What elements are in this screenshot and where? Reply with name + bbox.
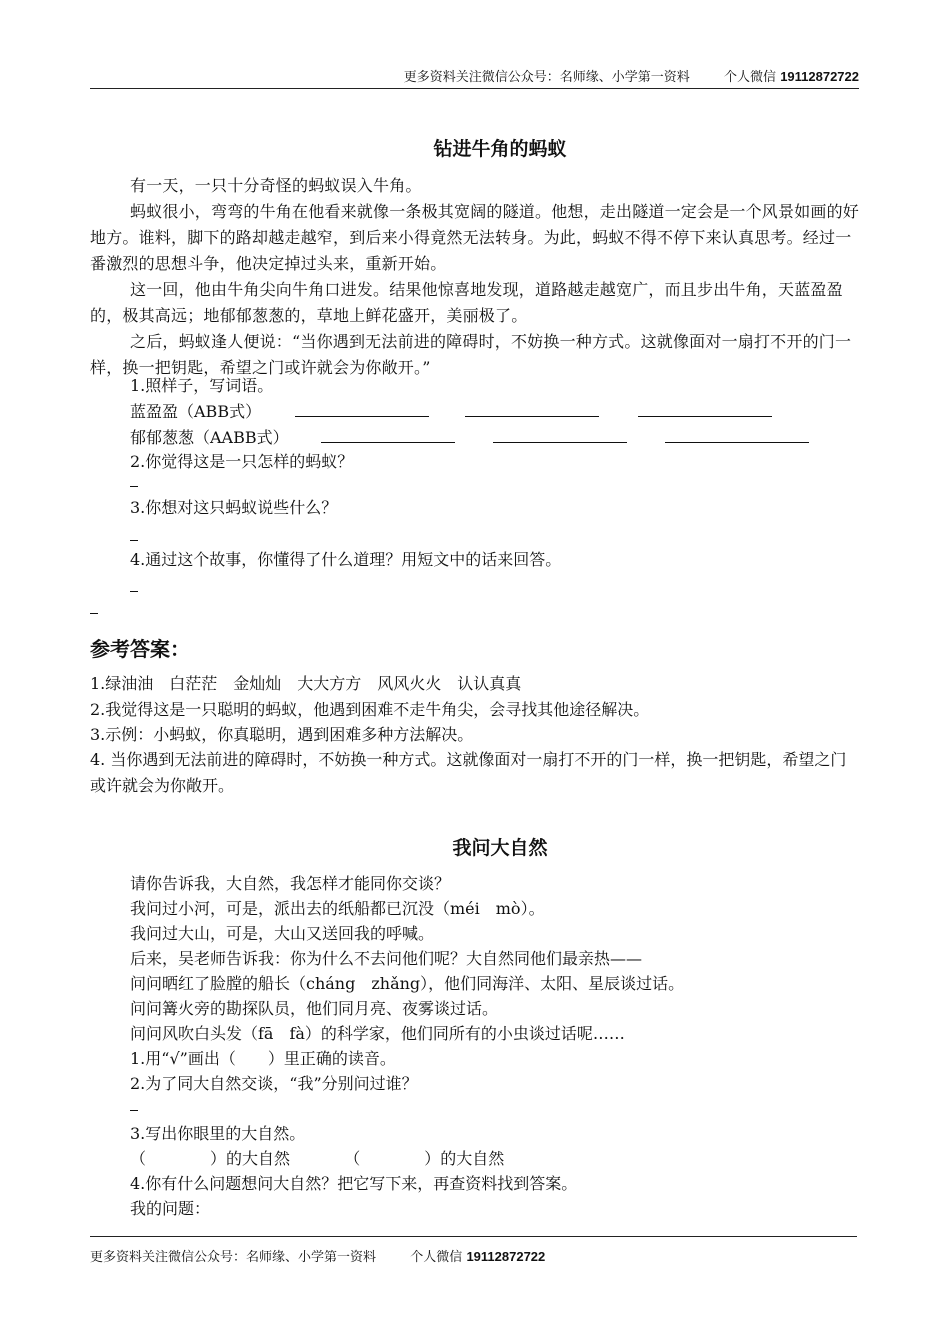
answers-heading: 参考答案： <box>90 639 190 661</box>
story2-q4-prompt: 我的问题： <box>130 1199 211 1218</box>
page-footer <box>90 1246 545 1265</box>
footer-wechat-label: 个人微信 <box>410 1250 463 1265</box>
story1-paragraph-4: 之后，蚂蚁逢人便说：“当你遇到无法前进的障碍时，不妨换一种方式。这就像面对一扇打不开的门一样，换一把钥匙，希望之门或许就会为你敞开。” <box>90 332 852 377</box>
story1-q1-abb-row <box>130 398 772 425</box>
story2-line-5: 问问晒红了脸膛的船长（cháng zhǎng），他们同海洋、太阳、星辰谈过话。 <box>130 974 685 993</box>
story2-question-1: 1.用“√”画出（ ）里正确的读音。 <box>130 1049 396 1068</box>
header-wechat-number: 19112872722 <box>780 69 859 84</box>
story1-paragraph-1: 有一天，一只十分奇怪的蚂蚁误入牛角。 <box>130 176 422 195</box>
story1-paragraph-2: 蚂蚁很小，弯弯的牛角在他看来就像一条极其宽阔的隧道。他想，走出隧道一定会是一个风景如画的好地方。谁料，脚下的路却越走越窄，到后来小得竟然无法转身。为此，蚂蚁不得不停下来认真思考。经过一番激烈的思想斗争，他决定掉过头来，重新开始。 <box>90 202 860 273</box>
story2-q3-row <box>130 1146 504 1172</box>
answer-4: 4. 当你遇到无法前进的障碍时，不妨换一种方式。这就像面对一扇打不开的门一样，换一把钥匙，希望之门或许就会为你敞开。 <box>90 750 847 795</box>
story1-question-1: 1.照样子，写词语。 <box>130 376 274 395</box>
story1-q4-answer-line-2[interactable] <box>90 601 98 614</box>
story2-q3-blank-b[interactable]: （ ）的大自然 <box>344 1149 505 1168</box>
header-wechat-label: 个人微信 <box>724 70 777 85</box>
header-promo: 更多资料关注微信公众号：名师缘、小学第一资料 <box>403 70 690 85</box>
story2-line-4: 后来，吴老师告诉我：你为什么不去问他们呢？大自然同他们最亲热—— <box>130 949 643 968</box>
answer-3: 3.示例：小蚂蚁，你真聪明，遇到困难多种方法解决。 <box>90 725 474 744</box>
story2-question-4: 4.你有什么问题想问大自然？把它写下来，再查资料找到答案。 <box>130 1174 578 1193</box>
story1-question-2: 2.你觉得这是一只怎样的蚂蚁？ <box>130 452 354 471</box>
story1-question-4: 4.通过这个故事，你懂得了什么道理？用短文中的话来回答。 <box>130 550 562 569</box>
story2-line-7: 问问风吹白头发（fā fà）的科学家，他们同所有的小虫谈过话呢…… <box>130 1024 625 1043</box>
aabb-answer-blank-1[interactable] <box>321 424 455 443</box>
story2-line-2: 我问过小河，可是，派出去的纸船都已沉没（méi mò）。 <box>130 899 545 918</box>
header-text <box>404 66 859 85</box>
story2-line-3: 我问过大山，可是，大山又送回我的呼喊。 <box>130 924 435 943</box>
footer-wechat-number: 19112872722 <box>466 1249 546 1264</box>
story2-line-6: 问问篝火旁的勘探队员，他们同月亮、夜雾谈过话。 <box>130 999 499 1018</box>
story2-question-3: 3.写出你眼里的大自然。 <box>130 1124 306 1143</box>
aabb-answer-blank-3[interactable] <box>665 424 809 443</box>
answer-2: 2.我觉得这是一只聪明的蚂蚁，他遇到困难不走牛角尖，会寻找其他途径解决。 <box>90 700 650 719</box>
answer-1: 1.绿油油 白茫茫 金灿灿 大大方方 风风火火 认认真真 <box>90 674 522 693</box>
story2-title: 我问大自然 <box>452 838 548 859</box>
story1-q2-answer-line[interactable] <box>130 474 138 487</box>
story2-line-1: 请你告诉我，大自然，我怎样才能同你交谈？ <box>130 874 451 893</box>
story1-q3-answer-line[interactable] <box>130 528 138 541</box>
story1-q1-abb-label: 蓝盈盈（ABB式） <box>130 402 262 421</box>
story2-q2-answer-line[interactable] <box>130 1098 138 1111</box>
footer-promo: 更多资料关注微信公众号：名师缘、小学第一资料 <box>90 1250 377 1265</box>
abb-answer-blank-2[interactable] <box>465 398 599 417</box>
aabb-answer-blank-2[interactable] <box>493 424 627 443</box>
story1-paragraph-3: 这一回，他由牛角尖向牛角口进发。结果他惊喜地发现，道路越走越宽广，而且步出牛角，天蓝盈盈的，极其高远；地郁郁葱葱的，草地上鲜花盛开，美丽极了。 <box>90 280 843 325</box>
footer-divider <box>90 1236 857 1237</box>
story1-question-3: 3.你想对这只蚂蚁说些什么？ <box>130 498 338 517</box>
story1-title: 钻进牛角的蚂蚁 <box>433 139 567 160</box>
abb-answer-blank-3[interactable] <box>638 398 772 417</box>
story2-q3-blank-a[interactable]: （ ）的大自然 <box>130 1149 291 1168</box>
page-header <box>90 66 859 89</box>
abb-answer-blank-1[interactable] <box>295 398 429 417</box>
story1-q4-answer-line[interactable] <box>130 579 138 592</box>
story2-question-2: 2.为了同大自然交谈，“我”分别问过谁？ <box>130 1074 418 1093</box>
story1-q1-aabb-row <box>130 424 809 451</box>
story1-q1-aabb-label: 郁郁葱葱（AABB式） <box>130 428 289 447</box>
